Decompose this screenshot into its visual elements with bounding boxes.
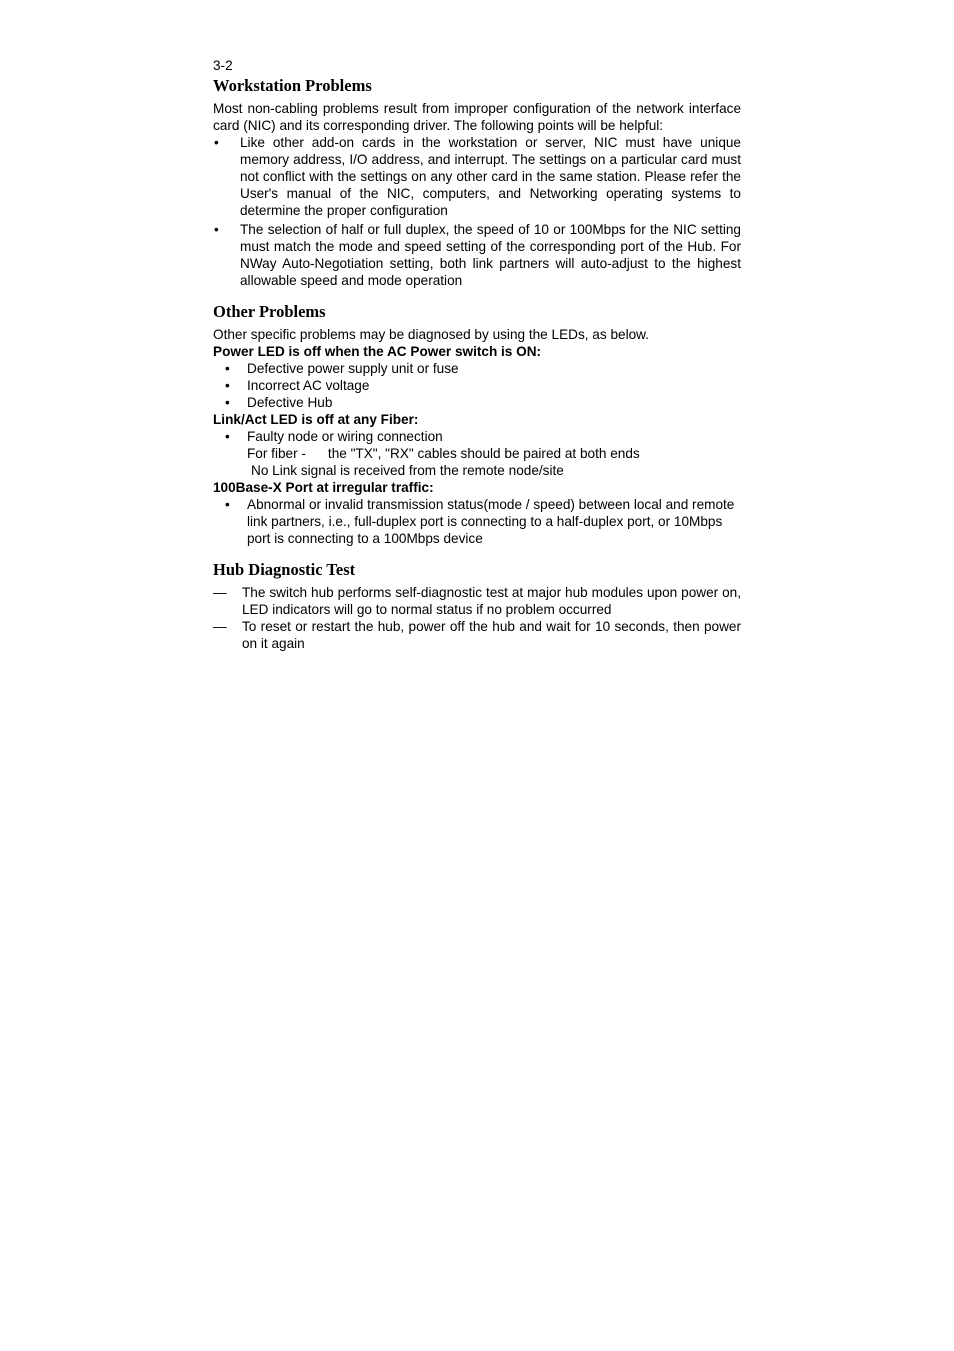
workstation-list xyxy=(213,134,741,289)
document-page xyxy=(213,57,741,652)
page-number: 3-2 xyxy=(213,58,233,73)
list-item: • Defective Hub xyxy=(225,395,333,410)
power-led-list xyxy=(213,360,741,411)
dash-icon: — xyxy=(213,619,227,634)
bullet-icon: • xyxy=(225,378,230,393)
link-led-title: Link/Act LED is off at any Fiber: xyxy=(213,412,419,427)
list-item: — To reset or restart the hub, power off the hub and wait for 10 seconds, then power on it again xyxy=(213,619,741,651)
list-item: • Faulty node or wiring connection xyxy=(225,429,443,444)
other-intro: Other specific problems may be diagnosed by using the LEDs, as below. xyxy=(213,327,649,342)
fiber-note xyxy=(213,445,741,462)
heading-other-problems: Other Problems xyxy=(213,302,326,321)
fiber-text: the "TX", "RX" cables should be paired at both ends xyxy=(327,446,640,461)
bullet-icon: • xyxy=(225,395,230,410)
fiber-label: For fiber - xyxy=(247,446,306,461)
port-traffic-title: 100Base-X Port at irregular traffic: xyxy=(213,480,434,495)
no-link-note: No Link signal is received from the remote node/site xyxy=(251,463,564,478)
list-item: • Defective power supply unit or fuse xyxy=(225,361,459,376)
heading-workstation-problems: Workstation Problems xyxy=(213,76,372,95)
list-item: — The switch hub performs self-diagnostic test at major hub modules upon power on, LED indicators will go to normal status if no problem occurred xyxy=(213,585,741,617)
link-led-list xyxy=(213,428,741,445)
hub-diagnostic-list xyxy=(213,584,741,652)
port-traffic-list xyxy=(213,496,741,547)
workstation-intro: Most non-cabling problems result from improper configuration of the network interface card (NIC) and its corresponding driver. The following points will be helpful: xyxy=(213,101,741,133)
dash-icon: — xyxy=(213,585,227,600)
list-item: • Incorrect AC voltage xyxy=(225,378,370,393)
bullet-icon: • xyxy=(214,222,219,237)
list-item: • Abnormal or invalid transmission status(mode / speed) between local and remote link partners, i.e., full-duplex port is connecting to a half-duplex port, or 10Mbps port is connecting to a 100Mbps device xyxy=(225,497,735,546)
bullet-icon: • xyxy=(225,497,230,512)
list-item: • The selection of half or full duplex, the speed of 10 or 100Mbps for the NIC setting must match the mode and speed setting of the corresponding port of the Hub. For NWay Auto-Negotiation setting, both link partners will auto-adjust to the highest allowable speed and mode operation xyxy=(214,222,741,288)
heading-hub-diagnostic-test: Hub Diagnostic Test xyxy=(213,560,356,579)
list-item: • Like other add-on cards in the workstation or server, NIC must have unique memory address, I/O address, and interrupt. The settings on a particular card must not conflict with the settings on any other card in the same station. Please refer the User's manual of the NIC, computers, and Networking operating systems to determine the proper configuration xyxy=(214,135,741,218)
bullet-icon: • xyxy=(214,135,219,150)
bullet-icon: • xyxy=(225,361,230,376)
power-led-title: Power LED is off when the AC Power switch is ON: xyxy=(213,344,542,359)
bullet-icon: • xyxy=(225,429,230,444)
